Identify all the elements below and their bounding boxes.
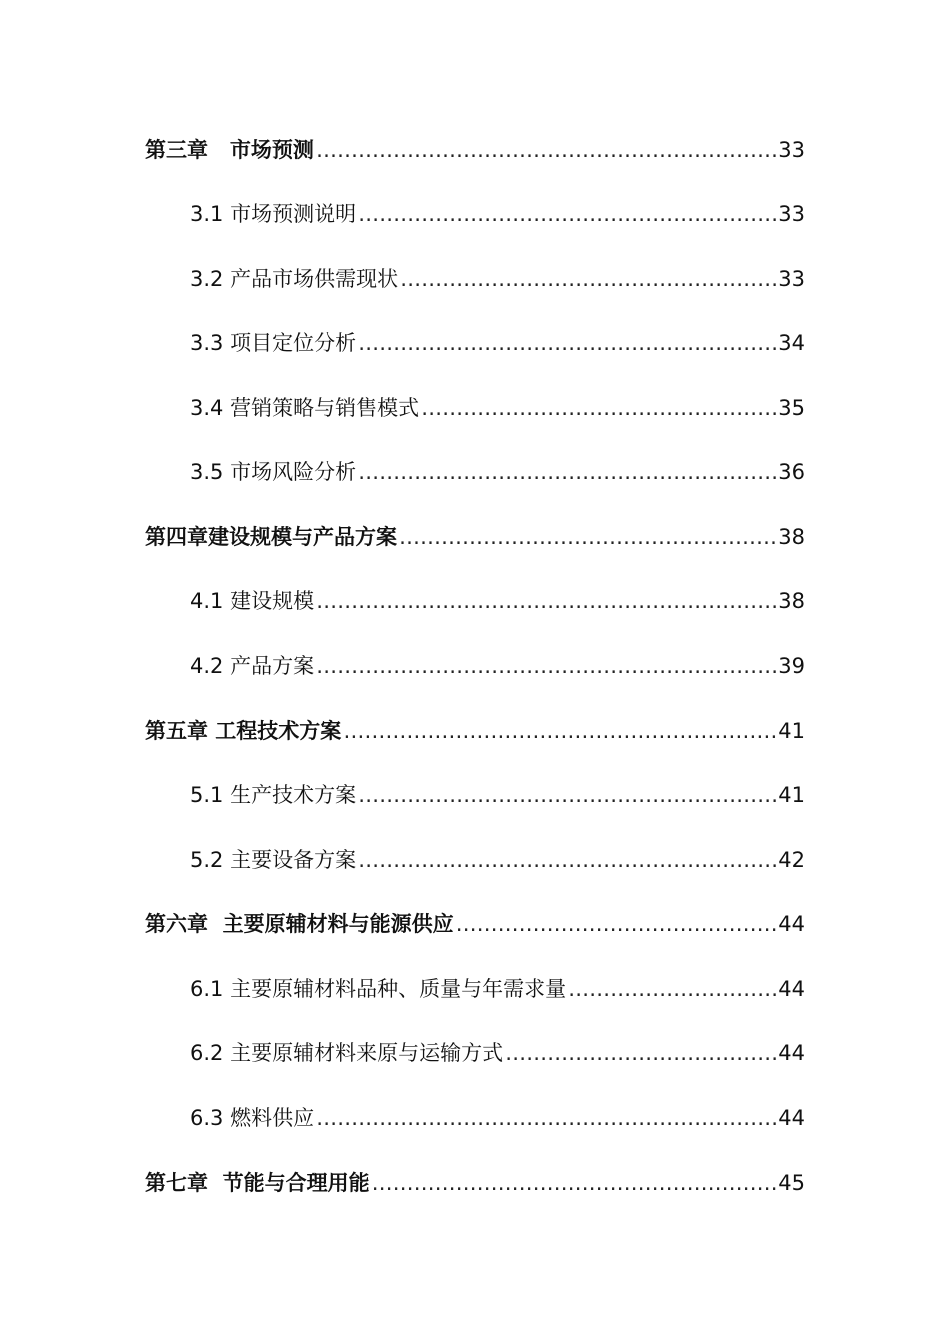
toc-entry[interactable] xyxy=(145,130,805,170)
toc-entry-page: 33 xyxy=(778,138,805,162)
toc-entry-title: 第三章 市场预测 xyxy=(145,138,314,162)
toc-entry-page: 33 xyxy=(778,267,805,291)
toc-entry-title: 6.2 主要原辅材料来原与运输方式 xyxy=(190,1041,504,1065)
toc-dot-leader xyxy=(568,969,776,1009)
toc-entry[interactable] xyxy=(190,581,805,621)
toc-dot-leader xyxy=(358,194,776,234)
toc-entry-page: 41 xyxy=(778,783,805,807)
toc-entry-title: 6.3 燃料供应 xyxy=(190,1106,315,1130)
toc-entry-page: 38 xyxy=(778,525,805,549)
toc-entry[interactable] xyxy=(190,775,805,815)
toc-entry-title: 5.1 生产技术方案 xyxy=(190,783,357,807)
toc-entry-title: 4.2 产品方案 xyxy=(190,654,315,678)
toc-entry-page: 44 xyxy=(778,1041,805,1065)
toc-entry[interactable] xyxy=(145,711,805,751)
toc-dot-leader xyxy=(343,711,776,751)
toc-entry[interactable] xyxy=(190,323,805,363)
toc-entry-page: 44 xyxy=(778,912,805,936)
toc-entry-page: 42 xyxy=(778,848,805,872)
toc-dot-leader xyxy=(399,517,776,557)
toc-entry[interactable] xyxy=(190,969,805,1009)
toc-entry[interactable] xyxy=(190,840,805,880)
toc-entry-title: 第六章 主要原辅材料与能源供应 xyxy=(145,912,454,936)
toc-entry[interactable] xyxy=(145,1163,805,1203)
toc-dot-leader xyxy=(316,130,776,170)
toc-entry-title: 3.1 市场预测说明 xyxy=(190,202,357,226)
toc-entry[interactable] xyxy=(190,388,805,428)
toc-entry-title: 第七章 节能与合理用能 xyxy=(145,1171,370,1195)
toc-entry-title: 3.2 产品市场供需现状 xyxy=(190,267,399,291)
toc-entry-title: 第四章建设规模与产品方案 xyxy=(145,525,397,549)
toc-dot-leader xyxy=(358,323,776,363)
toc-entry-title: 3.3 项目定位分析 xyxy=(190,331,357,355)
toc-entry-title: 4.1 建设规模 xyxy=(190,589,315,613)
toc-entry-title: 3.4 营销策略与销售模式 xyxy=(190,396,420,420)
toc-entry[interactable] xyxy=(190,452,805,492)
toc-dot-leader xyxy=(372,1163,777,1203)
toc-dot-leader xyxy=(456,904,777,944)
toc-entry-page: 38 xyxy=(778,589,805,613)
toc-entry[interactable] xyxy=(190,1098,805,1138)
toc-dot-leader xyxy=(421,388,776,428)
toc-entry-page: 44 xyxy=(778,1106,805,1130)
toc-entry-page: 39 xyxy=(778,654,805,678)
toc-entry[interactable] xyxy=(190,1033,805,1073)
toc-dot-leader xyxy=(316,581,776,621)
toc-entry-page: 35 xyxy=(778,396,805,420)
toc-entry[interactable] xyxy=(190,194,805,234)
toc-dot-leader xyxy=(358,775,776,815)
toc-dot-leader xyxy=(316,1098,776,1138)
toc-entry-page: 44 xyxy=(778,977,805,1001)
toc-entry-page: 45 xyxy=(778,1171,805,1195)
toc-entry-title: 6.1 主要原辅材料品种、质量与年需求量 xyxy=(190,977,567,1001)
toc-entry-title: 3.5 市场风险分析 xyxy=(190,460,357,484)
toc-entry[interactable] xyxy=(190,646,805,686)
toc-entry[interactable] xyxy=(145,904,805,944)
toc-entry-page: 36 xyxy=(778,460,805,484)
toc-entry-title: 5.2 主要设备方案 xyxy=(190,848,357,872)
toc-entry-page: 34 xyxy=(778,331,805,355)
toc-entry-page: 33 xyxy=(778,202,805,226)
toc-entry-title: 第五章 工程技术方案 xyxy=(145,719,342,743)
toc-dot-leader xyxy=(316,646,776,686)
toc-dot-leader xyxy=(400,259,776,299)
toc-dot-leader xyxy=(505,1033,776,1073)
toc-entry[interactable] xyxy=(145,517,805,557)
toc-entry[interactable] xyxy=(190,259,805,299)
toc-dot-leader xyxy=(358,452,776,492)
toc-dot-leader xyxy=(358,840,776,880)
toc-entry-page: 41 xyxy=(778,719,805,743)
